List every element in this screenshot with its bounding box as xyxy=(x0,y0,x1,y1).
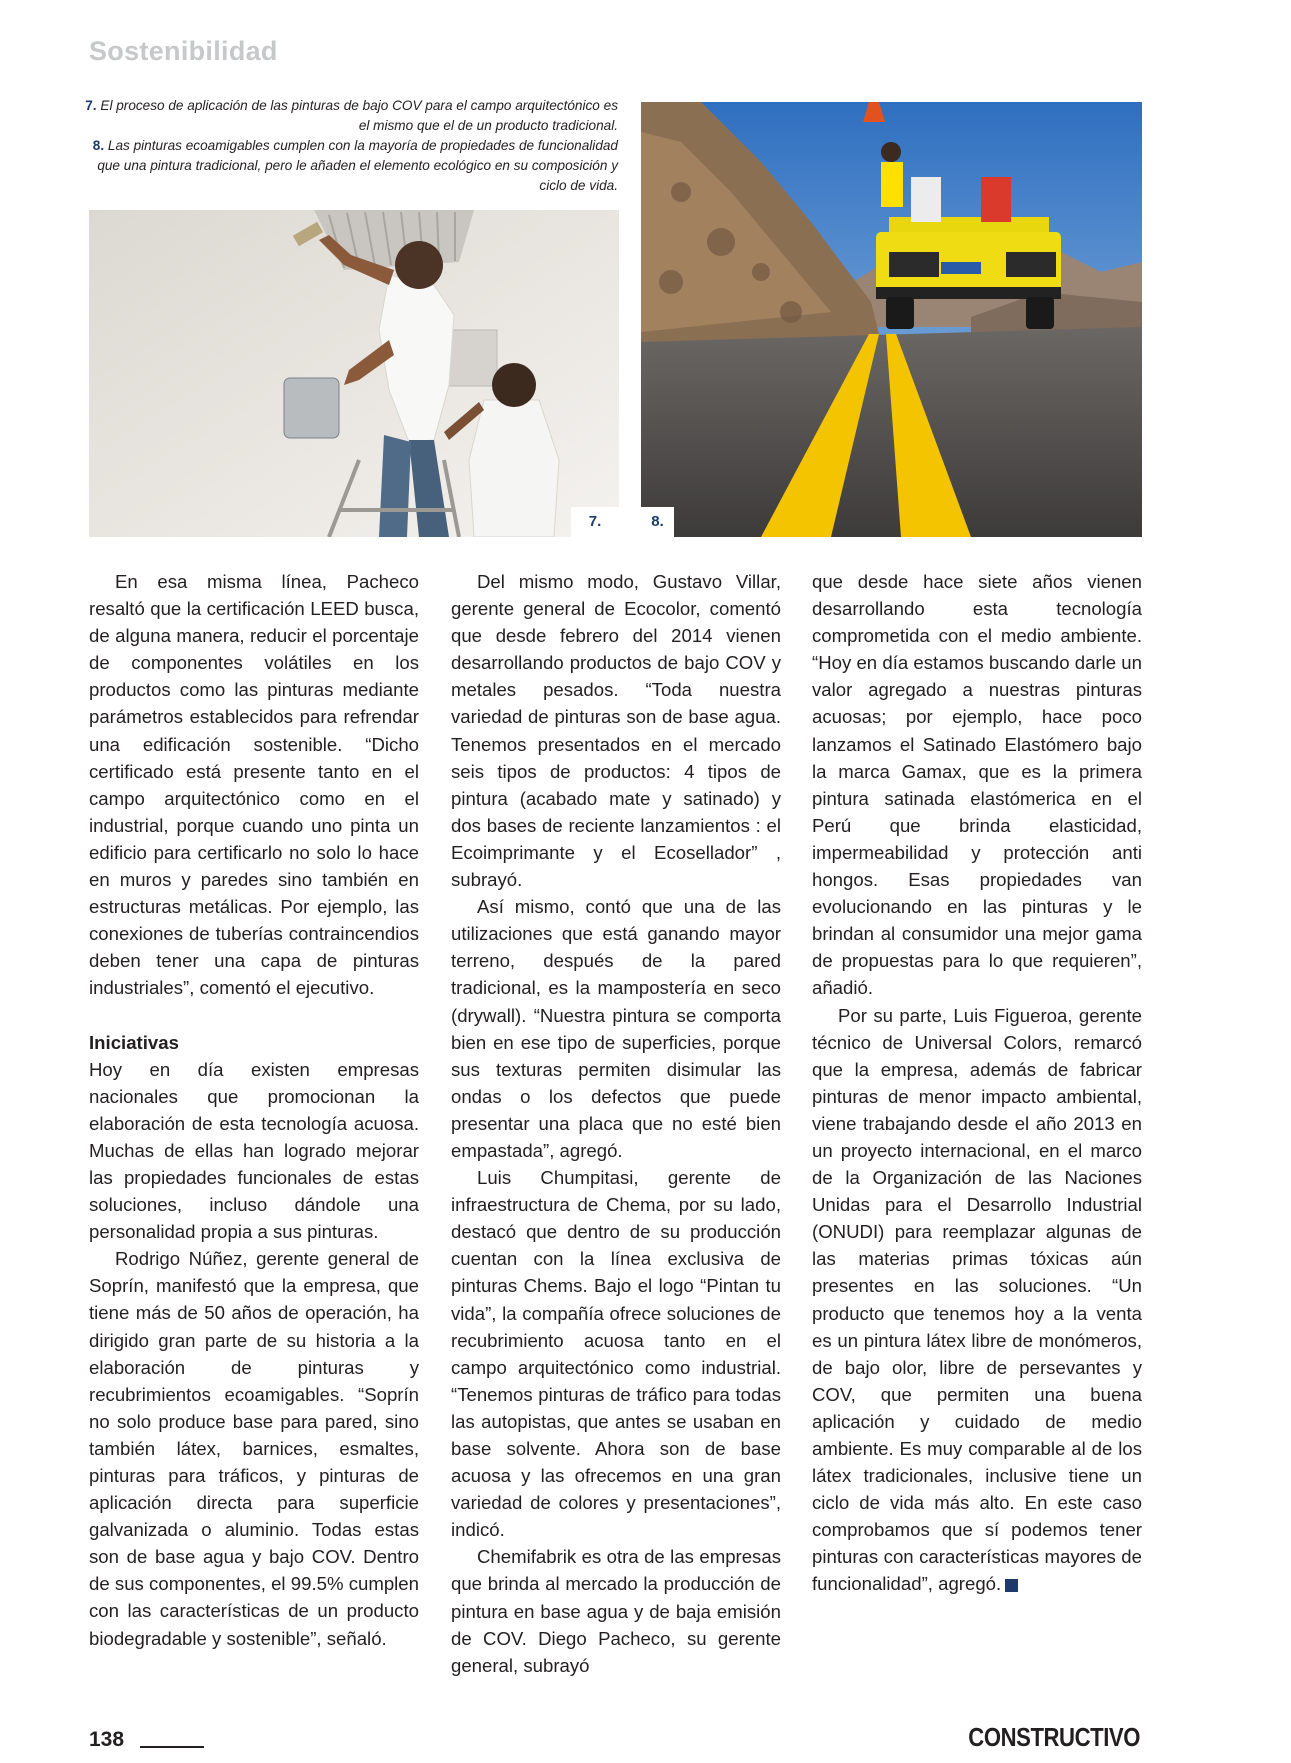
painters-illustration xyxy=(89,210,619,537)
section-title: Sostenibilidad xyxy=(89,36,278,66)
footer-rule xyxy=(140,1746,204,1748)
paragraph: Luis Chumpitasi, gerente de infraestructura de Chema, por su lado, destacó que dentro de su producción cuentan con la línea exclusiva de pinturas Chems. Bajo el logo “Pintan tu vida”, la compañía ofrece soluciones de recubrimiento acuosa tanto en el campo arquitectónico como industrial. “Tenemos pinturas de tráfico para todas las autopistas, que antes se usaban en base solvente. Ahora son de base acuosa y las ofrecemos en una gran variedad de colores y presentaciones”, indicó. xyxy=(451,1167,781,1541)
page-number: 138 xyxy=(89,1728,125,1751)
road-illustration xyxy=(641,102,1142,537)
magazine-brand: CONSTRUCTIVO xyxy=(968,1722,1140,1752)
paragraph-text: Por su parte, Luis Figueroa, gerente técnico de Universal Colors, remarcó que la empresa, además de fabricar pinturas de menor impacto ambiental, viene trabajando desde el año 2013 en un proyecto internacional, en el marco de la Organización de las Naciones Unidas para el Desarrollo Industrial (ONUDI) para reemplazar algunas de las materias primas tóxicas aún presentes en las soluciones. “Un producto que tenemos hoy a la venta es un pintura látex libre de monómeros, de bajo olor, libre de persevantes y COV, que permiten una buena aplicación y cuidado de medio ambiente. Es muy comparable al de los látex tradicionales, inclusive tiene un ciclo de vida más alto. En este caso comprobamos que sí podemos tener pinturas con características mayores de funcionalidad”, agregó. xyxy=(812,1004,1142,1595)
paragraph: En esa misma línea, Pacheco resaltó que la certificación LEED busca, de alguna manera, reducir el porcentaje de componentes volátiles en los productos como las pinturas mediante parámetros establecidos para refrendar una edificación sostenible. “Dicho certificado está presente tanto en el campo arquitectónico como en el industrial, porque cuando uno pinta un edificio para certificarlo no solo lo hace en muros y paredes sino también en estructuras metálicas. Por ejemplo, las conexiones de tuberías contraincendios deben tener una capa de pinturas industriales”, comentó el ejecutivo. xyxy=(89,571,419,999)
photo-painters xyxy=(89,210,619,537)
photo-number: 7. xyxy=(571,507,619,537)
photo-road-marking xyxy=(641,102,1142,537)
text-column-2 xyxy=(451,568,781,1679)
end-of-article-icon xyxy=(1005,1579,1018,1592)
caption-7 xyxy=(80,96,618,136)
caption-number: 8. xyxy=(92,138,105,153)
caption-number: 7. xyxy=(85,98,97,113)
text-column-3 xyxy=(812,568,1142,1598)
paragraph: Del mismo modo, Gustavo Villar, gerente general de Ecocolor, comentó que desde febrero del 2014 vienen desarrollando productos de bajo COV y metales pesados. “Toda nuestra variedad de pinturas son de base agua. Tenemos presentados en el mercado seis tipos de productos: 4 tipos de pintura (acabado mate y satinado) y dos bases de reciente lanzamientos : el Ecoimprimante y el Ecosellador” , subrayó. xyxy=(451,571,781,891)
photo-number: 8. xyxy=(641,507,674,537)
photo-captions xyxy=(80,96,618,196)
paragraph: Chemifabrik es otra de las empresas que brinda al mercado la producción de pintura en base agua y de baja emisión de COV. Diego Pacheco, su gerente general, subrayó xyxy=(451,1546,781,1676)
caption-8 xyxy=(80,136,618,196)
paragraph: Hoy en día existen empresas nacionales que promocionan la elaboración de esta tecnología acuosa. Muchas de ellas han logrado mejorar las propiedades funcionales de estas soluciones, incluso dándole una personalidad propia a sus pinturas. xyxy=(89,1058,419,1243)
caption-text: Las pinturas ecoamigables cumplen con la mayoría de propiedades de funcionalidad que una pintura tradicional, pero le añaden el elemento ecológico en su composición y ciclo de vida. xyxy=(97,138,618,193)
caption-text: El proceso de aplicación de las pinturas de bajo COV para el campo arquitectónico es el mismo que el de un producto tradicional. xyxy=(100,98,618,133)
paragraph xyxy=(812,1002,1142,1598)
paragraph: Así mismo, contó que una de las utilizaciones que está ganando mayor terreno, después de la pared tradicional, es la mampostería en seco (drywall). “Nuestra pintura se comporta bien en ese tipo de superficies, porque sus texturas permiten disimular las ondas o los defectos que puede presentar una placa que no esté bien empastada”, agregó. xyxy=(451,896,781,1161)
subheading-iniciativas: Iniciativas xyxy=(89,1031,179,1053)
text-column-1 xyxy=(89,568,419,1652)
paragraph: que desde hace siete años vienen desarrollando esta tecnología comprometida con el medio ambiente. “Hoy en día estamos buscando darle un valor agregado a nuestras pinturas acuosas; por ejemplo, hace poco lanzamos el Satinado Elastómero bajo la marca Gamax, que es la primera pintura satinada elastómerica en el Perú que brinda elasticidad, impermeabilidad y protección anti hongos. Esas propiedades van evolucionando en las pinturas y le brindan al consumidor una mejor gama de propuestas para lo que requieren”, añadió. xyxy=(812,571,1142,999)
paragraph: Rodrigo Núñez, gerente general de Soprín, manifestó que la empresa, que tiene más de 50 años de operación, ha dirigido gran parte de su historia a la elaboración de pinturas y recubrimientos ecoamigables. “Soprín no solo produce base para pared, sino también látex, barnices, esmaltes, pinturas para tráficos, y pinturas de aplicación directa para superficie galvanizada o aluminio. Todas estas son de base agua y bajo COV. Dentro de sus componentes, el 99.5% cumplen con las características de un producto biodegradable y sostenible”, señaló. xyxy=(89,1248,419,1649)
